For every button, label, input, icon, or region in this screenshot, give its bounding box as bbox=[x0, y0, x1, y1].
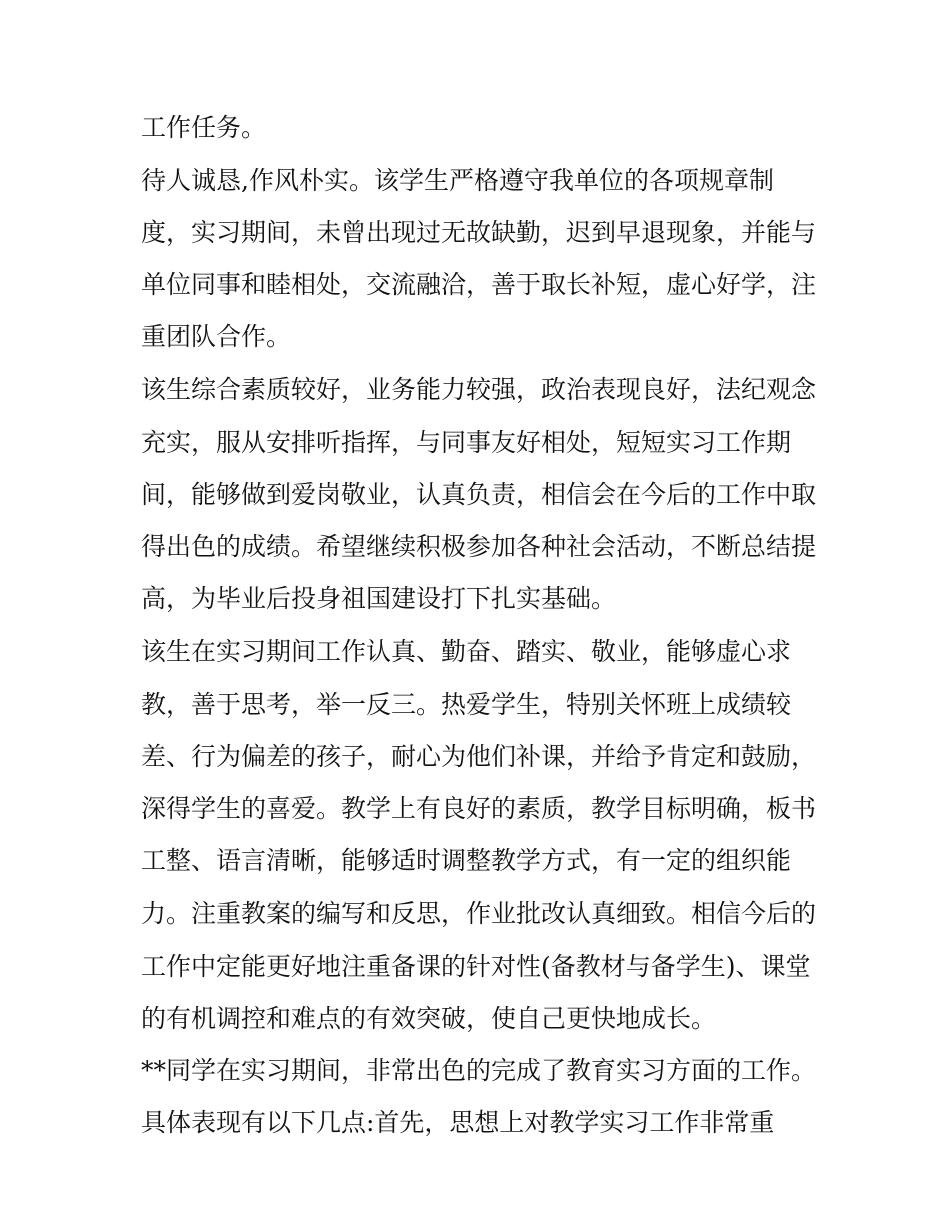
text-line: 该生在实习期间工作认真、勤奋、踏实、敬业，能够虚心求 bbox=[141, 637, 792, 666]
text-line: 工作任务。 bbox=[141, 113, 267, 142]
text-line: 待人诚恳,作风朴实。该学生严格遵守我单位的各项规章制 bbox=[141, 166, 774, 195]
text-line: 高，为毕业后投身祖国建设打下扎实基础。 bbox=[141, 584, 617, 613]
text-line: 得出色的成绩。希望继续积极参加各种社会活动，不断总结提 bbox=[141, 532, 817, 561]
text-line: 间，能够做到爱岗敬业，认真负责，相信会在今后的工作中取 bbox=[141, 480, 817, 509]
text-line: 力。注重教案的编写和反思，作业批改认真细致。相信今后的 bbox=[141, 899, 817, 928]
text-line: 单位同事和睦相处，交流融洽，善于取长补短，虚心好学，注 bbox=[141, 270, 817, 299]
text-line: 的有机调控和难点的有效突破，使自己更快地成长。 bbox=[141, 1004, 717, 1033]
text-line: 工作中定能更好地注重备课的针对性(备教材与备学生)、课堂 bbox=[141, 952, 811, 981]
text-line: 重团队合作。 bbox=[141, 322, 292, 351]
text-line: 工整、语言清晰，能够适时调整教学方式，有一定的组织能 bbox=[141, 846, 792, 875]
text-line: 该生综合素质较好，业务能力较强，政治表现良好，法纪观念 bbox=[141, 375, 817, 404]
text-line: **同学在实习期间，非常出色的完成了教育实习方面的工作。 bbox=[141, 1056, 817, 1085]
text-line: 差、行为偏差的孩子，耐心为他们补课，并给予肯定和鼓励， bbox=[141, 742, 817, 771]
text-line: 具体表现有以下几点:首先，思想上对教学实习工作非常重 bbox=[141, 1108, 775, 1137]
text-line: 度，实习期间，未曾出现过无故缺勤，迟到早退现象，并能与 bbox=[141, 218, 817, 247]
text-line: 充实，服从安排听指挥，与同事友好相处，短短实习工作期 bbox=[141, 428, 792, 457]
text-line: 深得学生的喜爱。教学上有良好的素质，教学目标明确，板书 bbox=[141, 794, 817, 823]
text-line: 教，善于思考，举一反三。热爱学生，特别关怀班上成绩较 bbox=[141, 690, 792, 719]
